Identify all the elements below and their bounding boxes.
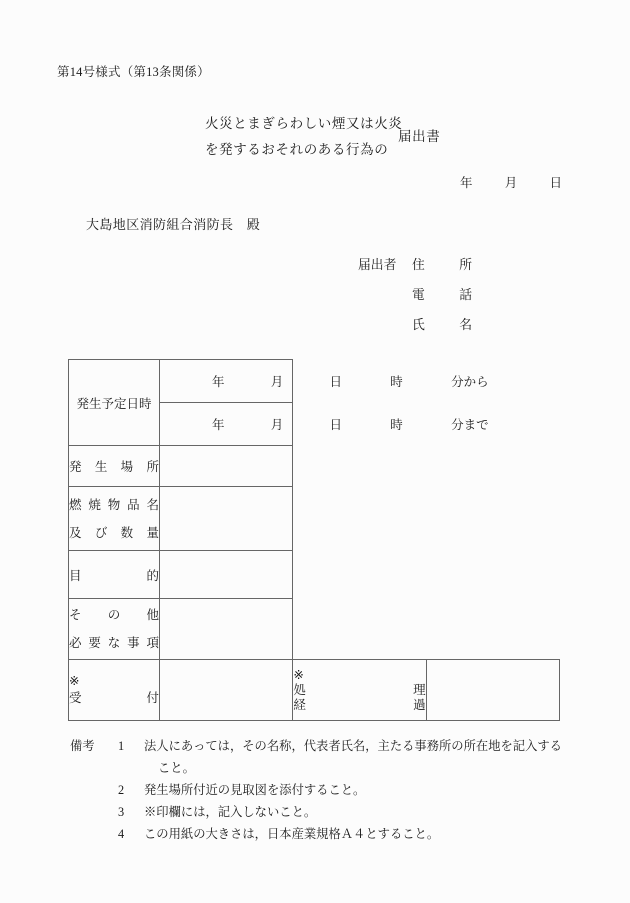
to-year-label: 年 <box>212 418 225 432</box>
label-datetime: 発生予定日時 <box>76 396 152 411</box>
title-line-2: を発するおそれのある行為の <box>205 142 389 157</box>
notes-heading: 備考 <box>70 739 95 753</box>
cell-datetime-to[interactable] <box>160 403 489 446</box>
to-hour-label: 時 <box>390 418 403 432</box>
form-table <box>68 359 560 721</box>
note-item-4 <box>70 823 590 845</box>
cell-value-place[interactable] <box>160 446 293 487</box>
submitter-row-address <box>358 256 472 286</box>
note-text-2: 発生場所付近の見取図を添付すること。 <box>144 783 366 797</box>
title-suffix: 届出書 <box>398 129 441 144</box>
process-mark: ※ <box>293 667 304 682</box>
date-day-label: 日 <box>549 176 563 190</box>
label-goods-line-2: 及び数量 <box>69 525 159 540</box>
from-year-label: 年 <box>212 375 225 389</box>
addressee: 大島地区消防組合消防長 殿 <box>86 217 261 232</box>
submitter-row-name <box>358 316 472 346</box>
datetime-to-inner <box>160 415 489 433</box>
from-hour-label: 時 <box>390 375 403 389</box>
note-text-1: 法人にあっては，その名称，代表者氏名，主たる事務所の所在地を記入する <box>144 739 562 753</box>
cell-label-purpose <box>69 551 160 599</box>
to-minute-label: 分まで <box>451 418 489 432</box>
label-receipt: 受付 <box>69 691 159 705</box>
note-text-4: この用紙の大きさは，日本産業規格Ａ４とすること。 <box>144 827 440 841</box>
title-line-1: 火災とまぎらわしい煙又は火炎 <box>205 116 403 131</box>
cell-label-place <box>69 446 160 487</box>
note-item-1 <box>70 735 590 779</box>
submitter-block <box>358 256 472 346</box>
form-number: 第14号様式（第13条関係） <box>57 65 210 79</box>
submitter-label: 届出者 <box>358 258 397 272</box>
date-month-label: 月 <box>504 176 518 190</box>
note-number-1: 1 <box>118 739 125 753</box>
cell-value-other[interactable] <box>160 599 293 660</box>
label-other-line-2: 必要な事項 <box>69 636 159 650</box>
table-row-place <box>69 446 560 487</box>
from-minute-label: 分から <box>451 375 489 389</box>
note-text-1-continued: こと。 <box>158 761 195 775</box>
note-number-3: 3 <box>118 805 125 819</box>
cell-label-goods <box>69 487 160 551</box>
label-process-line-2: 経過 <box>293 697 426 712</box>
note-number-4: 4 <box>118 827 125 841</box>
notes-block <box>70 735 590 845</box>
note-text-3: ※印欄には，記入しないこと。 <box>144 805 317 819</box>
submitter-row-phone <box>358 286 472 316</box>
label-goods-line-1: 燃焼物品名 <box>69 497 159 512</box>
receipt-mark: ※ <box>69 674 80 688</box>
table-row-datetime-from <box>69 360 560 403</box>
label-process-line-1: 処理 <box>293 682 426 697</box>
label-other-line-1: その他 <box>69 608 159 622</box>
note-number-2: 2 <box>118 783 125 797</box>
cell-label-process <box>293 660 426 721</box>
submitter-name-label: 氏 名 <box>412 318 472 332</box>
cell-value-goods[interactable] <box>160 487 293 551</box>
cell-value-receipt[interactable] <box>160 660 293 721</box>
document-title <box>0 112 630 164</box>
cell-label-other <box>69 599 160 660</box>
label-purpose: 目的 <box>69 568 159 583</box>
cell-label-datetime <box>69 360 160 446</box>
cell-value-process[interactable] <box>426 660 559 721</box>
from-day-label: 日 <box>329 375 343 389</box>
cell-datetime-from[interactable] <box>160 360 489 403</box>
from-month-label: 月 <box>270 375 284 389</box>
date-year-label: 年 <box>460 176 473 190</box>
to-day-label: 日 <box>329 418 343 432</box>
table-row-purpose <box>69 551 560 599</box>
to-month-label: 月 <box>270 418 284 432</box>
table-row-other <box>69 599 560 660</box>
submitter-address-label: 住 所 <box>412 258 472 272</box>
note-item-2 <box>70 779 590 801</box>
datetime-from-inner <box>160 372 489 390</box>
submission-date-line <box>460 173 562 191</box>
table-row-official-use <box>69 660 560 721</box>
table-row-goods <box>69 487 560 551</box>
label-place: 発生場所 <box>69 460 159 474</box>
cell-label-receipt <box>69 660 160 721</box>
submitter-phone-label: 電 話 <box>412 288 472 302</box>
note-item-3 <box>70 801 590 823</box>
cell-value-purpose[interactable] <box>160 551 293 599</box>
